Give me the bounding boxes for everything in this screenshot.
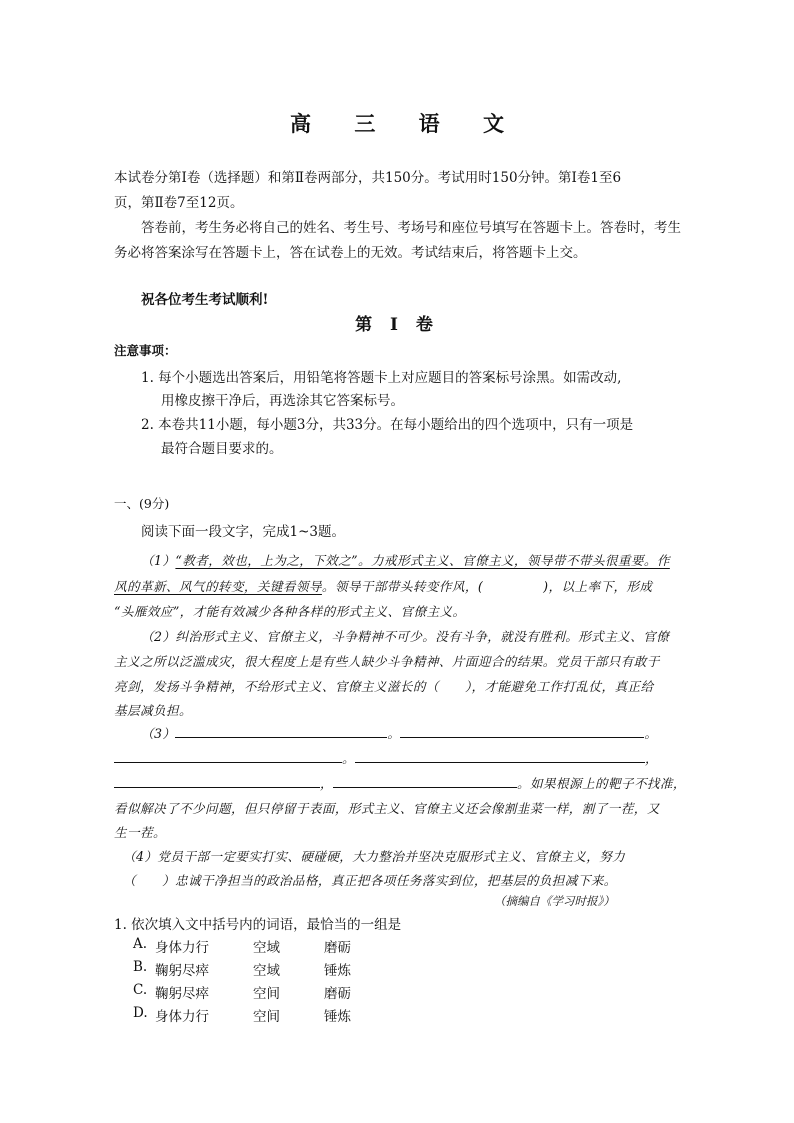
option-word-1: 鞠躬尽瘁: [155, 963, 209, 979]
punct: 。: [387, 726, 401, 741]
passage-line-2: [114, 576, 652, 595]
notes-label: 注意事项：: [114, 343, 177, 358]
punct: 。: [644, 726, 658, 741]
para-1-number: （1）: [141, 553, 176, 568]
option-word-3: 磨砺: [324, 986, 351, 1002]
note-item-1-line-2: 用橡皮擦干净后，再选涂其它答案标号。: [161, 393, 404, 409]
option-word-2: 空间: [253, 1009, 280, 1025]
intro-line-2: 页，第Ⅱ卷7至12页。: [114, 195, 244, 211]
punct: 。: [342, 751, 355, 766]
quote-underlined: “教者，效也，上为之，下效之”。力戒形式主义、官僚主义，领导带不带头很重要。作: [175, 553, 670, 568]
fill-line-4: [355, 748, 645, 763]
intro-line-3: 答卷前，考生务必将自己的姓名、考生号、考场号和座位号填写在答题卡上。答卷时，考生: [141, 220, 681, 236]
option-letter: A.: [133, 936, 148, 952]
passage-line-7: 基层减负担。: [114, 703, 192, 718]
option-c[interactable]: [133, 982, 433, 1000]
passage-text: 。如果根源上的靶子不找准，: [517, 776, 686, 791]
option-word-1: 鞠躬尽瘁: [155, 986, 209, 1002]
option-letter: D.: [133, 1005, 148, 1021]
option-word-1: 身体力行: [155, 940, 209, 956]
passage-line-11: 看似解决了不少问题，但只停留于表面，形式主义、官僚主义还会像割韭菜一样，割了一茬，又: [114, 801, 660, 816]
option-d[interactable]: [133, 1005, 433, 1023]
passage-line-3: “头雁效应”，才能有效减少各种各样的形式主义、官僚主义。: [114, 604, 466, 619]
page-title: 高 三 语 文: [290, 111, 522, 136]
passage-source: （摘编自《学习时报》）: [494, 894, 615, 908]
question-1-stem: 1. 依次填入文中括号内的词语，最恰当的一组是: [114, 917, 402, 933]
passage-line-9: [114, 748, 658, 767]
fill-line-5: [114, 773, 320, 788]
passage-line-10: [114, 773, 686, 792]
passage-line-4: （2）纠治形式主义、官僚主义，斗争精神不可少。没有斗争，就没有胜利。形式主义、官僚: [141, 629, 670, 644]
passage-text: （: [123, 873, 136, 888]
intro-line-1: 本试卷分第Ⅰ卷（选择题）和第Ⅱ卷两部分，共150分。考试用时150分钟。第Ⅰ卷1至6: [114, 170, 622, 186]
punct: ，: [645, 751, 658, 766]
part-heading: 一、(9分): [114, 496, 170, 511]
intro-line-4: 务必将答案涂写在答题卡上，答在试卷上的无效。考试结束后，将答题卡上交。: [114, 245, 587, 261]
option-a[interactable]: [133, 936, 433, 954]
note-item-2-line-2: 最符合题目要求的。: [161, 441, 283, 457]
passage-text: ），才能避免工作打乱仗，真正给: [464, 679, 654, 694]
wish-text: 祝各位考生考试顺利!: [141, 292, 269, 308]
fill-line-2: [400, 723, 644, 738]
option-word-3: 锤炼: [324, 963, 351, 979]
option-word-3: 锤炼: [324, 1009, 351, 1025]
option-word-3: 磨砺: [324, 940, 351, 956]
passage-line-14: [123, 870, 617, 889]
passage-line-1: [141, 550, 670, 569]
passage-line-5: 主义之所以泛滥成灾，很大程度上是有些人缺少斗争精神、片面迎合的结果。党员干部只有敢于: [114, 654, 660, 669]
punct: ，: [320, 776, 333, 791]
passage-text: )，以上率下，形成: [543, 579, 653, 594]
passage-line-13: （4）党员干部一定要实打实、硬碰硬，大力整治并坚决克服形式主义、官僚主义，努力: [123, 849, 626, 864]
option-word-1: 身体力行: [155, 1009, 209, 1025]
option-letter: C.: [133, 982, 148, 998]
option-letter: B.: [133, 959, 148, 975]
key-phrase-underlined: 风的革新、风气的转变，关键看领导: [114, 579, 322, 594]
passage-line-8: [141, 723, 657, 742]
passage-text: ）忠诚干净担当的政治品格，真正把各项任务落实到位，把基层的负担减下来。: [162, 873, 617, 888]
part-instruction: 阅读下面一段文字，完成1~3题。: [141, 524, 345, 540]
passage-text: 。领导干部带头转变作风，(: [321, 579, 484, 594]
option-word-2: 空域: [253, 940, 280, 956]
passage-line-12: 生一茬。: [114, 825, 166, 840]
section-title: 第 Ⅰ 卷: [355, 315, 439, 335]
fill-line-1: [175, 723, 387, 738]
option-b[interactable]: [133, 959, 433, 977]
passage-text: 亮剑，发扬斗争精神，不给形式主义、官僚主义滋长的（: [114, 679, 439, 694]
para-3-number: （3）: [141, 726, 176, 741]
option-word-2: 空间: [253, 986, 280, 1002]
fill-line-3: [114, 748, 342, 763]
note-item-1-line-1: 1. 每个小题选出答案后，用铅笔将答题卡上对应题目的答案标号涂黑。如需改动,: [141, 370, 622, 386]
option-word-2: 空域: [253, 963, 280, 979]
note-item-2-line-1: 2. 本卷共11小题，每小题3分，共33分。在每小题给出的四个选项中，只有一项是: [141, 417, 634, 433]
passage-line-6: [114, 676, 653, 695]
fill-line-6: [333, 773, 517, 788]
